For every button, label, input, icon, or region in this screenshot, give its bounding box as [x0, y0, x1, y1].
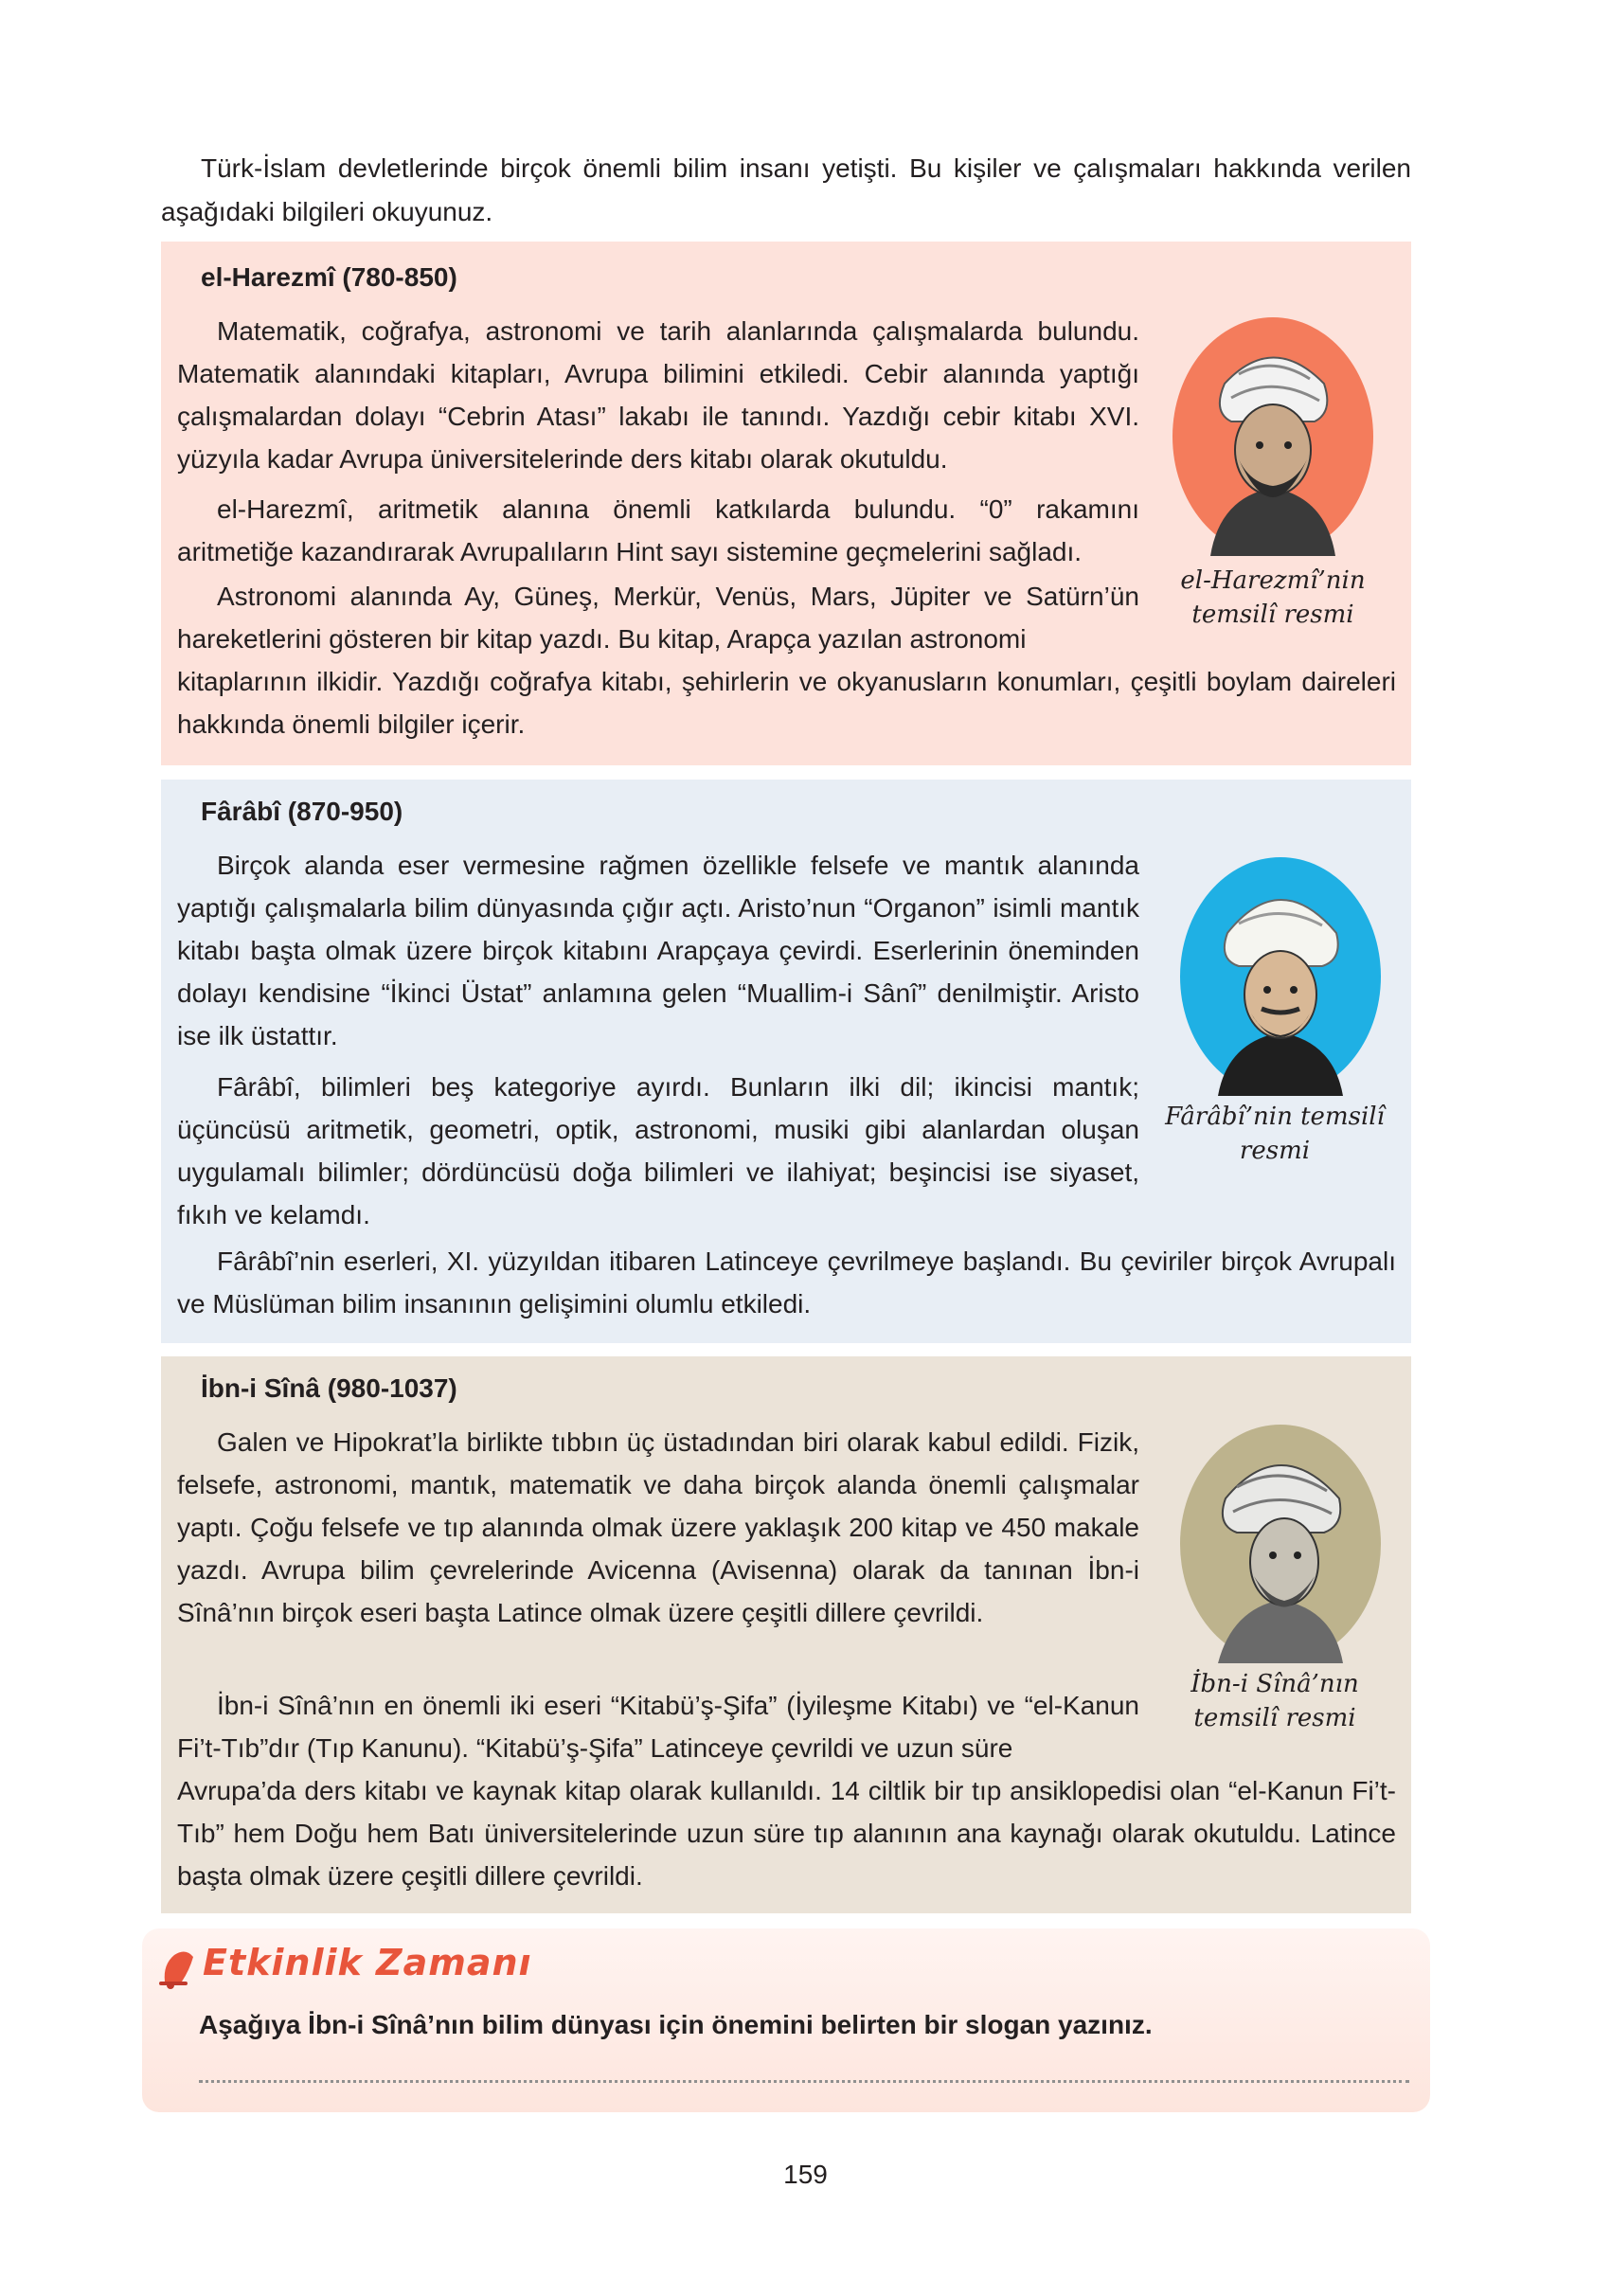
section-title: Fârâbî (870-950): [201, 797, 403, 826]
section-el-harezmi: [161, 242, 1411, 765]
page-number: 159: [783, 2160, 828, 2189]
activity-box: [142, 1928, 1430, 2112]
paragraph: Fârâbî’nin eserleri, XI. yüzyıldan itibaren Latinceye çevrilmeye başlandı. Bu çeviriler birçok Avrupalı ve Müslüman bilim insanının gelişimini olumlu etkiledi.: [177, 1247, 1396, 1318]
activity-question: Aşağıya İbn-i Sînâ’nın bilim dünyası için önemini belirten bir slogan yazınız.: [199, 2010, 1153, 2039]
portrait-caption: Fârâbî’nin temsilî resmi: [1165, 1103, 1385, 1165]
activity-title: Etkinlik Zamanı: [203, 1942, 532, 1983]
paragraph: el-Harezmî, aritmetik alanına önemli katkılarda bulundu. “0” rakamını aritmetiğe kazandırarak Avrupalıların Hint sayı sistemine geçmelerini sağladı.: [177, 494, 1139, 566]
ibn-i-sina-portrait: [1180, 1425, 1381, 1663]
paragraph: Birçok alanda eser vermesine rağmen özellikle felsefe ve mantık alanında yaptığı çalışmalarla bilim dünyasında çığır açtı. Aristo’nun “Organon” isimli mantık kitabı başta olmak üzere birçok kitabını Arapçaya çevirdi. Eserlerinin öneminden dolayı kendisine “İkinci Üstat” anlamına gelen “Muallim-i Sânî” denilmiştir. Aristo ise ilk üstattır.: [177, 851, 1139, 1050]
paragraph: Astronomi alanında Ay, Güneş, Merkür, Venüs, Mars, Jüpiter ve Satürn’ün hareketlerini gösteren bir kitap yazdı. Bu kitap, Arapça yazılan astronomi: [177, 582, 1139, 654]
paragraph: Matematik, coğrafya, astronomi ve tarih alanlarında çalışmalarda bulundu. Matematik alanındaki kitapları, Avrupa bilimini etkiledi. Cebir alanında yaptığı çalışmalardan dolayı “Cebrin Atası” lakabı ile tanındı. Yazdığı cebir kitabı XVI. yüzyıla kadar Avrupa üniversitelerinde ders kitabı olarak okutuldu.: [177, 316, 1139, 474]
paragraph: Fârâbî, bilimleri beş kategoriye ayırdı. Bunların ilki dil; ikincisi mantık; üçüncüsü aritmetik, geometri, optik, astronomi, musiki gibi alanlardan oluşan uygulamalı bilimler; dördüncüsü doğa bilimleri ve ilahiyat; beşincisi ise siyaset, fıkıh ve kelamdı.: [177, 1072, 1139, 1229]
bell-icon: [157, 1946, 197, 1989]
answer-line[interactable]: [199, 2080, 1409, 2083]
farabi-portrait: [1180, 857, 1381, 1096]
portrait-caption: İbn-i Sînâ’nın temsilî resmi: [1190, 1670, 1359, 1732]
section-title: İbn-i Sînâ (980-1037): [201, 1373, 457, 1403]
paragraph: İbn-i Sînâ’nın en önemli iki eseri “Kitabü’ş-Şifa” (İyileşme Kitabı) ve “el-Kanun Fi’t-Tıb”dır (Tıp Kanunu). “Kitabü’ş-Şifa” Latinceye çevrildi ve uzun süre: [177, 1691, 1139, 1763]
paragraph: Galen ve Hipokrat’la birlikte tıbbın üç üstadından biri olarak kabul edildi. Fizik, felsefe, astronomi, mantık, matematik ve daha birçok alanda önemli çalışmalar yaptı. Çoğu felsefe ve tıp alanında olmak üzere yaklaşık 200 kitap ve 450 makale yazdı. Avrupa bilim çevrelerinde Avicenna (Avisenna) olarak da tanınan İbn-i Sînâ’nın birçok eseri başta Latince olmak üzere çeşitli dillere çevrildi.: [177, 1427, 1139, 1627]
paragraph: Avrupa’da ders kitabı ve kaynak kitap olarak kullanıldı. 14 ciltlik bir tıp ansiklopedisi olan “el-Kanun Fi’t-Tıb” hem Doğu hem Batı üniversitelerinde uzun süre tıp alanının ana kaynağı olarak okutuldu. Latince başta olmak üzere çeşitli dillere çevrildi.: [177, 1776, 1396, 1891]
section-ibn-i-sina: [161, 1356, 1411, 1913]
section-title: el-Harezmî (780-850): [201, 262, 457, 292]
paragraph: kitaplarının ilkidir. Yazdığı coğrafya kitabı, şehirlerin ve okyanusların konumları, çeşitli boylam daireleri hakkında önemli bilgiler içerir.: [177, 667, 1396, 739]
intro-paragraph: Türk-İslam devletlerinde birçok önemli bilim insanı yetişti. Bu kişiler ve çalışmaları hakkında verilen aşağıdaki bilgileri okuyunuz.: [161, 153, 1411, 226]
el-harezmi-portrait: [1172, 317, 1373, 556]
portrait-caption: el-Harezmî’nin temsilî resmi: [1180, 566, 1366, 629]
section-farabi: [161, 780, 1411, 1343]
